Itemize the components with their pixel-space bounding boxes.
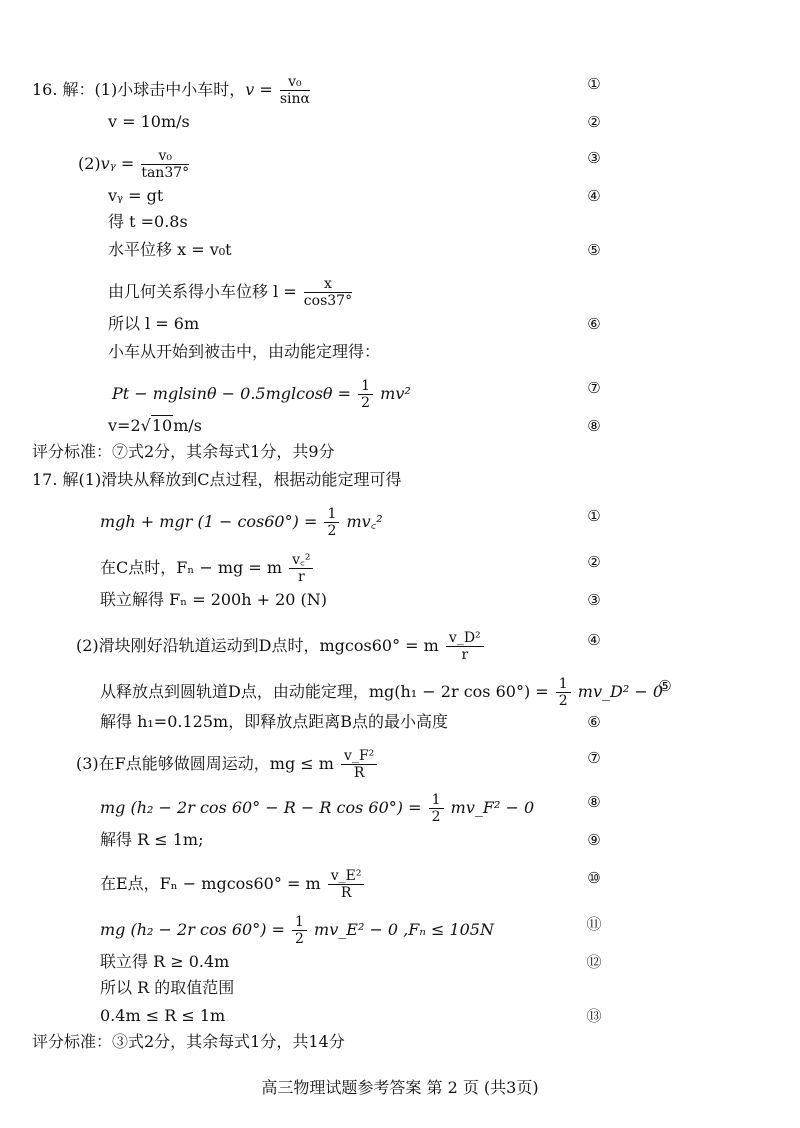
p17-eq11-rhs: mv_E² − 0 ,Fₙ ≤ 105N: [314, 920, 494, 939]
p16-marker-8: ⑧: [587, 417, 601, 435]
p17-eq7-fraction: [341, 748, 377, 781]
p17-eq11-den: 2: [295, 931, 304, 947]
problem17-line-1: [100, 506, 383, 539]
p17-eq7-lhs: (3)在F点能够做圆周运动，mg ≤ m: [76, 754, 334, 773]
p16-eq10-rhs: mv²: [380, 384, 411, 403]
p17-eq13: 所以 R 的取值范围: [100, 978, 235, 997]
p17-eq12: 联立得 R ≥ 0.4m: [100, 952, 230, 971]
p17-eq7-num: v_F²: [341, 748, 377, 765]
p16-eq11-prefix: v=2: [108, 416, 141, 435]
problem17-header: 17. 解(1)滑块从释放到C点过程，根据动能定理可得: [32, 470, 402, 489]
p16-eq1-lhs: v =: [245, 80, 273, 99]
p17-marker-7: ⑦: [587, 749, 601, 767]
p17-marker-9: ⑨: [587, 831, 601, 849]
p16-marker-1: ①: [587, 75, 601, 93]
p17-eq7-den: R: [353, 765, 365, 781]
p17-eq9: 解得 R ≤ 1m;: [100, 830, 204, 849]
p17-marker-1: ①: [587, 507, 601, 525]
problem16-line-11: [108, 416, 202, 436]
p17-eq10-fraction: [328, 868, 365, 901]
p17-eq1-lhs: mgh + mgr (1 − cos60°) =: [100, 512, 318, 531]
p17-eq4-num: v_D²: [446, 630, 484, 647]
p16-eq2: v = 10m/s: [108, 112, 190, 131]
p16-eq11-radicand: 10: [151, 416, 173, 435]
p16-eq3-num: v₀: [141, 148, 189, 165]
p17-eq2-fraction: [289, 552, 313, 585]
p17-eq1-fraction: [324, 506, 339, 539]
p16-eq6: 水平位移 x = v₀t: [108, 240, 232, 259]
page-footer: 高三物理试题参考答案 第 2 页 (共3页): [261, 1078, 539, 1097]
p17-eq4-den: r: [461, 647, 469, 663]
p16-eq7-num: x: [304, 276, 352, 293]
p17-eq11-num: 1: [292, 914, 307, 931]
p16-eq7-text: 由几何关系得小车位移 l =: [108, 282, 297, 301]
p16-eq10-lhs: Pt − mglsinθ − 0.5mglcosθ =: [112, 384, 352, 403]
p17-eq5-rhs: mv_D² − 0: [577, 682, 664, 701]
p17-eq1-rhs: mv꜀²: [346, 512, 383, 531]
p16-eq10-fraction: [358, 378, 373, 411]
p17-eq5-lhs: 从释放点到圆轨道D点，由动能定理，mg(h₁ − 2r cos 60°) =: [100, 682, 549, 701]
p17-marker-3: ③: [587, 591, 601, 609]
p17-eq14: 0.4m ≤ R ≤ 1m: [100, 1006, 226, 1025]
p17-marker-11: ⑪: [586, 915, 602, 933]
p16-marker-6: ⑥: [587, 315, 601, 333]
p16-eq7-den: cos37°: [303, 293, 353, 309]
p17-eq10-lhs: 在E点，Fₙ − mgcos60° = m: [100, 874, 321, 893]
p16-eq10-num: 1: [358, 378, 373, 395]
p16-eq3-den: tan37°: [141, 165, 190, 181]
p17-eq4-lhs: (2)滑块刚好沿轨道运动到D点时，mgcos60° = m: [76, 636, 439, 655]
p17-scoring: 评分标准：③式2分，其余每式1分，共14分: [32, 1032, 345, 1051]
p16-marker-3: ③: [587, 149, 601, 167]
p17-marker-10: ⑩: [587, 869, 601, 887]
p17-eq2-den: r: [297, 569, 305, 585]
p17-eq8-num: 1: [429, 792, 444, 809]
p17-eq2-num: v꜀²: [289, 552, 313, 569]
p16-eq7-fraction: [304, 276, 352, 309]
problem17-line-11: [100, 914, 494, 947]
p17-eq6: 解得 h₁=0.125m，即释放点距离B点的最小高度: [100, 712, 448, 731]
p17-marker-2: ②: [587, 553, 601, 571]
p16-eq5: 得 t =0.8s: [108, 212, 188, 231]
p16-marker-5: ⑤: [587, 241, 601, 259]
problem17-line-8: [100, 792, 534, 825]
p17-eq11-fraction: [292, 914, 307, 947]
p16-eq11-unit: m/s: [173, 416, 202, 435]
p17-eq4-fraction: [446, 630, 484, 663]
p17-eq10-num: v_E²: [328, 868, 365, 885]
p16-eq3-fraction: [141, 148, 189, 181]
problem16-line-3: [78, 148, 191, 181]
problem16-line-10: [112, 378, 411, 411]
p16-eq1-fraction: [280, 74, 310, 107]
problem17-line-7: [76, 748, 379, 781]
p17-eq2-lhs: 在C点时，Fₙ − mg = m: [100, 558, 283, 577]
p17-eq1-num: 1: [324, 506, 339, 523]
p17-marker-5: ⑤: [658, 677, 672, 695]
p16-marker-4: ④: [587, 187, 601, 205]
p17-eq5-den: 2: [558, 693, 568, 709]
p17-eq8-den: 2: [431, 809, 441, 825]
p16-marker-7: ⑦: [587, 379, 601, 397]
p17-marker-13: ⑬: [586, 1007, 602, 1025]
problem17-line-4: [76, 630, 486, 663]
p17-eq1-den: 2: [327, 523, 337, 539]
p17-eq5-fraction: [556, 676, 571, 709]
p17-eq11-lhs: mg (h₂ − 2r cos 60°) =: [100, 920, 285, 939]
problem17-line-5: [100, 676, 663, 709]
p17-eq5-num: 1: [556, 676, 571, 693]
p17-marker-4: ④: [587, 631, 601, 649]
p16-eq1-num: v₀: [280, 74, 310, 91]
p16-eq10-den: 2: [361, 395, 371, 411]
p16-eq8: 所以 l = 6m: [108, 314, 200, 333]
problem17-line-10: [100, 868, 366, 901]
p17-eq10-den: R: [340, 885, 352, 901]
sqrt-sign-icon: √: [140, 416, 151, 435]
p16-eq1-den: sinα: [279, 91, 310, 107]
p17-eq3: 联立解得 Fₙ = 200h + 20 (N): [100, 590, 328, 609]
problem17-line-2: [100, 552, 315, 585]
p17-eq8-lhs: mg (h₂ − 2r cos 60° − R − R cos 60°) =: [100, 798, 422, 817]
p16-eq9: 小车从开始到被击中，由动能定理得：: [108, 342, 381, 361]
p16-part2-label: (2): [78, 154, 101, 173]
problem16-line-7: [108, 276, 354, 309]
p17-eq8-rhs: mv_F² − 0: [450, 798, 535, 817]
p16-scoring: 评分标准：⑦式2分，其余每式1分，共9分: [32, 442, 335, 461]
p17-marker-12: ⑫: [586, 953, 602, 971]
problem16-line-1: [32, 74, 312, 107]
p17-marker-6: ⑥: [587, 713, 601, 731]
p17-eq8-fraction: [429, 792, 444, 825]
p16-marker-2: ②: [587, 113, 601, 131]
p16-eq3-lhs: vᵧ =: [100, 154, 135, 173]
p16-eq4: vᵧ = gt: [108, 186, 164, 205]
p17-marker-8: ⑧: [587, 793, 601, 811]
problem16-header: 16. 解：(1)小球击中小车时，: [32, 80, 246, 99]
